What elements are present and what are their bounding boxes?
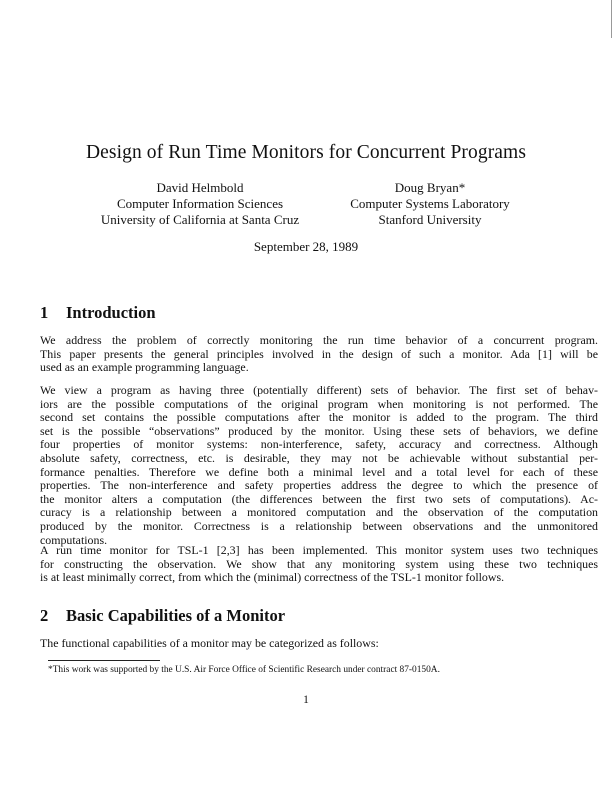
section-number: 2 (40, 606, 49, 625)
author-department: Computer Systems Laboratory (350, 196, 510, 211)
author-department: Computer Information Sciences (116, 196, 284, 211)
text-line: formance penalties. Therefore we define both a minimal level and a total level for each of these (40, 465, 598, 479)
text-line: produced by the monitor. Correctness is a relationship between observations and the unmonitored (40, 519, 598, 533)
footnote: *This work was supported by the U.S. Air Force Office of Scientific Research under contract 87-0150A. (48, 665, 440, 675)
author-affiliation: Stanford University (378, 212, 482, 227)
text-line: computations. (40, 533, 108, 547)
text-line: for constructing the observation. We show that any monitoring system using these two techniques (40, 557, 598, 571)
text-line: absolute safety, correctness, etc. is desirable, they may not be achievable without substantial per- (40, 451, 598, 465)
text-line: the monitor alters a computation (the differences between the first two sets of computations). Ac- (40, 492, 598, 506)
text-line: curacy is a relationship between a monitored computation and the observation of the computation (40, 506, 598, 520)
text-line: used as an example programming language. (40, 361, 249, 375)
section-number: 1 (40, 303, 49, 322)
paragraph-1 (40, 334, 598, 375)
author-affiliation: University of California at Santa Cruz (100, 212, 300, 227)
section-2-text: The functional capabilities of a monitor may be categorized as follows: (40, 636, 379, 650)
section-title: Basic Capabilities of a Monitor (66, 606, 286, 625)
author-block-1 (70, 180, 330, 228)
paper-title: Design of Run Time Monitors for Concurrent Programs (85, 142, 527, 163)
section-heading-basic-capabilities (40, 606, 285, 626)
paragraph-3 (40, 544, 598, 585)
text-line: We address the problem of correctly monitoring the run time behavior of a concurrent program. (40, 334, 598, 347)
text-line: We view a program as having three (potentially different) sets of behavior. The first set of behav- (40, 384, 598, 397)
text-line: set is the possible “observations” produced by the monitor. Using these sets of behaviors, we define (40, 424, 598, 438)
author-block-2 (330, 180, 530, 228)
text-line: A run time monitor for TSL-1 [2,3] has been implemented. This monitor system uses two techniques (40, 544, 598, 557)
section-heading-introduction (40, 303, 156, 323)
page-number: 1 (303, 694, 309, 706)
text-line: This paper presents the general principles involved in the design of such a monitor. Ada [1] will be (40, 347, 598, 361)
section-title: Introduction (66, 303, 156, 322)
author-name: David Helmbold (156, 180, 244, 195)
paragraph-2 (40, 384, 598, 547)
text-line: properties. The non-interference and safety properties address the degree to which the presence of (40, 479, 598, 493)
text-line: four properties of monitor systems: non-interference, safety, accuracy and correctness. Although (40, 438, 598, 452)
text-line: is at least minimally correct, from which the (minimal) correctness of the TSL-1 monitor follows. (40, 571, 505, 585)
paper-date: September 28, 1989 (253, 239, 359, 254)
text-line: iors are the possible computations of the original program when monitoring is not performed. The (40, 397, 598, 411)
text-line: second set contains the possible computations after the monitor is added to the program. The third (40, 411, 598, 425)
author-name: Doug Bryan* (394, 180, 466, 195)
footnote-rule (48, 660, 160, 661)
